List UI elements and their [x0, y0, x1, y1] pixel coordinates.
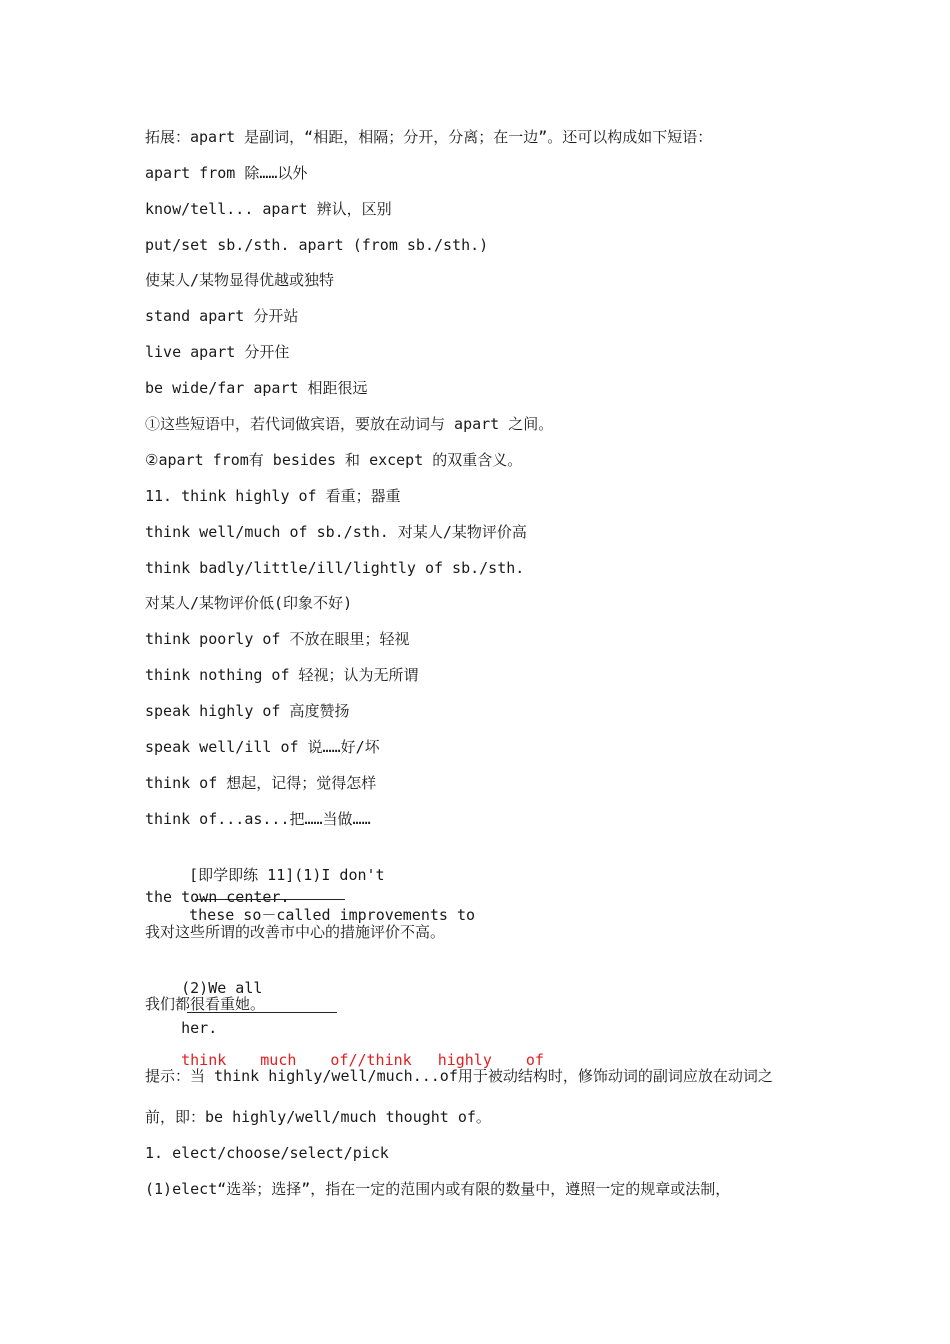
text-line: think badly/little/ill/lightly of sb./sth. [145, 559, 525, 577]
tip-line: 前，即：be highly/well/much thought of。 [145, 1108, 491, 1126]
text-line: think nothing of 轻视；认为无所谓 [145, 666, 419, 684]
text-line: be wide/far apart 相距很远 [145, 379, 368, 397]
text-line: ①这些短语中，若代词做宾语，要放在动词与 apart 之间。 [145, 415, 554, 433]
text-line: think of 想起，记得；觉得怎样 [145, 774, 377, 792]
answer-word: highly [437, 1051, 492, 1069]
text-line: speak highly of 高度赞扬 [145, 702, 350, 720]
text-line: the town center. [145, 888, 290, 906]
text-line: 使某人/某物显得优越或独特 [145, 271, 335, 289]
section-heading: 1. elect/choose/select/pick [145, 1144, 389, 1162]
answer-word: of//think [330, 1051, 412, 1069]
section-heading: 11. think highly of 看重；器重 [145, 487, 401, 505]
text-line: live apart 分开住 [145, 343, 290, 361]
text-line: 我们都很看重她。 [145, 995, 266, 1013]
text-line: stand apart 分开站 [145, 307, 299, 325]
text-line: speak well/ill of 说……好/坏 [145, 738, 380, 756]
text-line: 拓展：apart 是副词，“相距，相隔；分开，分离；在一边”。还可以构成如下短语： [145, 128, 713, 146]
text-line: 我对这些所谓的改善市中心的措施评价不高。 [145, 923, 446, 941]
answer-word: think [181, 1051, 227, 1069]
text-line: 对某人/某物评价低(印象不好) [145, 594, 353, 612]
text-line: (1)elect“选举；选择”，指在一定的范围内或有限的数量中，遵照一定的规章或法制， [145, 1180, 731, 1198]
tip-line: 提示：当 think highly/well/much...of用于被动结构时，修饰动词的副词应放在动词之 [145, 1067, 773, 1085]
exercise-q2-prefix: (2)We all [181, 979, 263, 997]
text-line: think well/much of sb./sth. 对某人/某物评价高 [145, 523, 527, 541]
answer-word: much [260, 1051, 297, 1069]
exercise-q1-suffix: these so－called improvements to [189, 906, 476, 924]
text-line: ②apart from有 besides 和 except 的双重含义。 [145, 451, 523, 469]
text-line: put/set sb./sth. apart (from sb./sth.) [145, 236, 489, 254]
answer-word: of [525, 1051, 544, 1069]
text-line: apart from 除……以外 [145, 164, 308, 182]
exercise-q1-prefix: [即学即练 11](1)I don't [189, 866, 385, 884]
text-line: think poorly of 不放在眼里；轻视 [145, 630, 410, 648]
text-line: think of...as...把……当做…… [145, 810, 371, 828]
exercise-q2-suffix: her. [181, 1019, 218, 1037]
text-line: know/tell... apart 辨认，区别 [145, 200, 392, 218]
